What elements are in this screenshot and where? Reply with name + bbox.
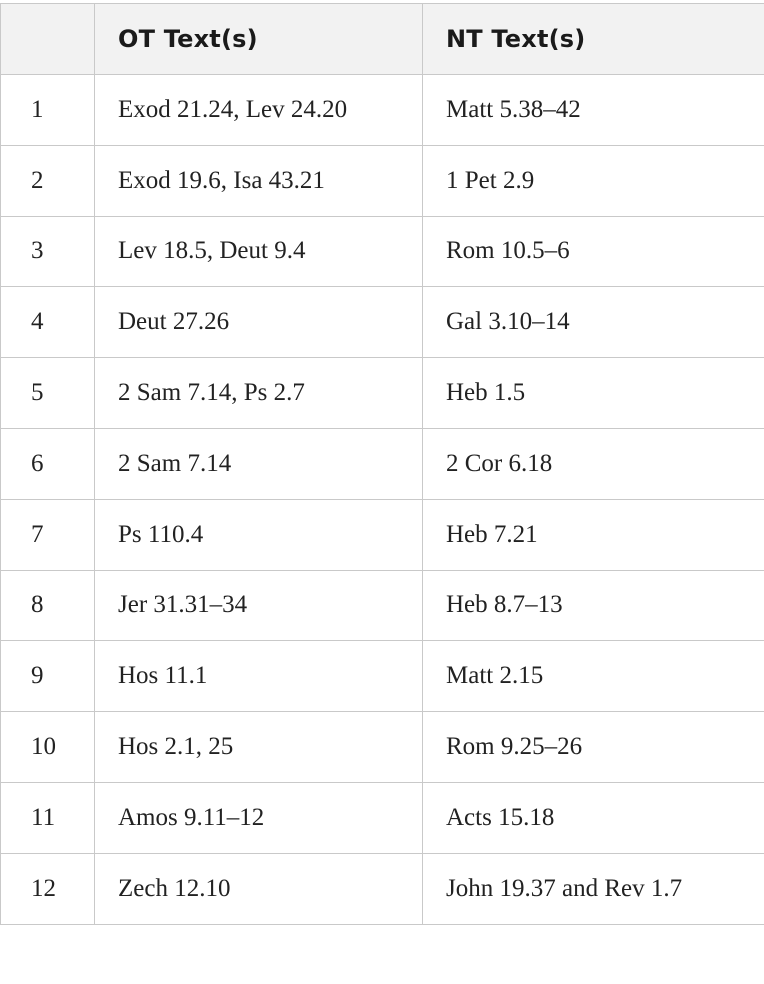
nt-reference: 2 Cor 6.18 (423, 428, 764, 499)
row-number: 11 (1, 782, 95, 853)
table-row (1, 782, 764, 853)
row-number: 4 (1, 287, 95, 358)
header-number (1, 4, 95, 75)
row-number: 5 (1, 358, 95, 429)
nt-reference: Heb 1.5 (423, 358, 764, 429)
ot-reference: Zech 12.10 (95, 853, 423, 924)
nt-reference: Heb 8.7–13 (423, 570, 764, 641)
table-row (1, 287, 764, 358)
table-row (1, 358, 764, 429)
nt-reference: Heb 7.21 (423, 499, 764, 570)
nt-reference: Rom 10.5–6 (423, 216, 764, 287)
table-header (1, 4, 764, 75)
nt-reference: 1 Pet 2.9 (423, 145, 764, 216)
ot-reference: Amos 9.11–12 (95, 782, 423, 853)
nt-reference: John 19.37 and Rev 1.7 (423, 853, 764, 924)
table-row (1, 75, 764, 146)
citation-table (0, 3, 764, 925)
ot-reference: Ps 110.4 (95, 499, 423, 570)
ot-reference: 2 Sam 7.14, Ps 2.7 (95, 358, 423, 429)
ot-reference: Hos 11.1 (95, 641, 423, 712)
row-number: 1 (1, 75, 95, 146)
row-number: 8 (1, 570, 95, 641)
row-number: 9 (1, 641, 95, 712)
ot-reference: Deut 27.26 (95, 287, 423, 358)
table-body (1, 75, 764, 925)
row-number: 6 (1, 428, 95, 499)
header-row (1, 4, 764, 75)
table-row (1, 145, 764, 216)
ot-reference: Hos 2.1, 25 (95, 712, 423, 783)
row-number: 12 (1, 853, 95, 924)
nt-reference: Matt 5.38–42 (423, 75, 764, 146)
nt-reference: Gal 3.10–14 (423, 287, 764, 358)
table-row (1, 570, 764, 641)
table-row (1, 216, 764, 287)
row-number: 10 (1, 712, 95, 783)
ot-reference: Exod 21.24, Lev 24.20 (95, 75, 423, 146)
table-row (1, 853, 764, 924)
ot-reference: Jer 31.31–34 (95, 570, 423, 641)
row-number: 3 (1, 216, 95, 287)
row-number: 7 (1, 499, 95, 570)
row-number: 2 (1, 145, 95, 216)
header-nt-texts: NT Text(s) (423, 4, 764, 75)
header-ot-texts: OT Text(s) (95, 4, 423, 75)
table-row (1, 428, 764, 499)
nt-reference: Matt 2.15 (423, 641, 764, 712)
ot-reference: 2 Sam 7.14 (95, 428, 423, 499)
nt-reference: Rom 9.25–26 (423, 712, 764, 783)
ot-reference: Exod 19.6, Isa 43.21 (95, 145, 423, 216)
ot-reference: Lev 18.5, Deut 9.4 (95, 216, 423, 287)
nt-reference: Acts 15.18 (423, 782, 764, 853)
table-row (1, 712, 764, 783)
table-row (1, 499, 764, 570)
table-row (1, 641, 764, 712)
